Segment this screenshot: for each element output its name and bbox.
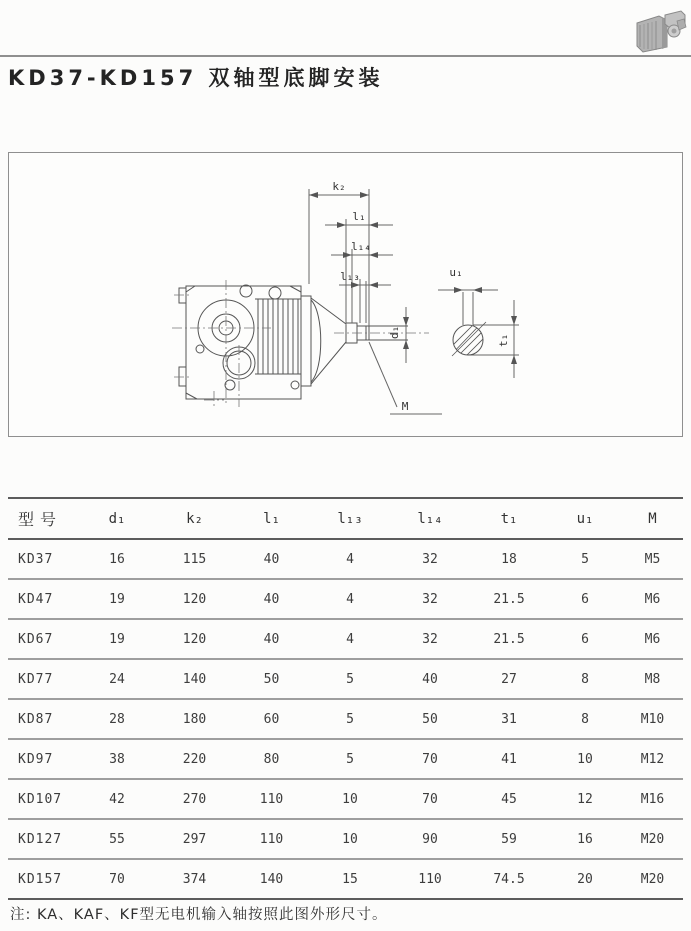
value-cell: 40 — [233, 579, 310, 619]
value-cell: 110 — [233, 779, 310, 819]
dim-label-u1: u₁ — [449, 266, 463, 279]
value-cell: 27 — [470, 659, 548, 699]
dim-label-l14: l₁₄ — [351, 240, 371, 253]
value-cell: 19 — [78, 579, 156, 619]
value-cell: M16 — [622, 779, 683, 819]
value-cell: 50 — [233, 659, 310, 699]
value-cell: 28 — [78, 699, 156, 739]
col-header-3: l₁ — [233, 498, 310, 539]
value-cell: 20 — [548, 859, 622, 899]
table-row — [8, 859, 683, 899]
col-header-1: d₁ — [78, 498, 156, 539]
value-cell: 50 — [390, 699, 470, 739]
value-cell: 10 — [310, 779, 390, 819]
value-cell: 8 — [548, 659, 622, 699]
value-cell: 74.5 — [470, 859, 548, 899]
header-divider — [0, 55, 691, 57]
table-row — [8, 739, 683, 779]
table-header — [8, 498, 683, 539]
col-header-5: l₁₄ — [390, 498, 470, 539]
value-cell: 8 — [548, 699, 622, 739]
col-header-0: 型号 — [8, 498, 78, 539]
value-cell: 60 — [233, 699, 310, 739]
value-cell: 31 — [470, 699, 548, 739]
value-cell: 10 — [310, 819, 390, 859]
value-cell: 70 — [78, 859, 156, 899]
value-cell: 90 — [390, 819, 470, 859]
col-header-7: u₁ — [548, 498, 622, 539]
value-cell: 6 — [548, 619, 622, 659]
value-cell: 140 — [233, 859, 310, 899]
model-cell: KD47 — [8, 579, 78, 619]
model-cell: KD157 — [8, 859, 78, 899]
value-cell: 18 — [470, 539, 548, 579]
value-cell: 70 — [390, 779, 470, 819]
value-cell: 110 — [390, 859, 470, 899]
value-cell: 5 — [310, 659, 390, 699]
model-cell: KD67 — [8, 619, 78, 659]
value-cell: 6 — [548, 579, 622, 619]
value-cell: 374 — [156, 859, 233, 899]
value-cell: M6 — [622, 579, 683, 619]
value-cell: 40 — [390, 659, 470, 699]
table-row — [8, 539, 683, 579]
value-cell: 32 — [390, 539, 470, 579]
value-cell: 38 — [78, 739, 156, 779]
value-cell: 5 — [548, 539, 622, 579]
value-cell: 120 — [156, 619, 233, 659]
value-cell: 115 — [156, 539, 233, 579]
value-cell: 32 — [390, 579, 470, 619]
col-header-4: l₁₃ — [310, 498, 390, 539]
value-cell: 270 — [156, 779, 233, 819]
col-header-6: t₁ — [470, 498, 548, 539]
value-cell: 110 — [233, 819, 310, 859]
value-cell: M20 — [622, 859, 683, 899]
value-cell: 19 — [78, 619, 156, 659]
value-cell: 45 — [470, 779, 548, 819]
value-cell: M20 — [622, 819, 683, 859]
model-cell: KD37 — [8, 539, 78, 579]
value-cell: 5 — [310, 739, 390, 779]
footnote: 注: KA、KAF、KF型无电机输入轴按照此图外形尺寸。 — [10, 907, 388, 923]
value-cell: 10 — [548, 739, 622, 779]
table-row — [8, 619, 683, 659]
value-cell: M5 — [622, 539, 683, 579]
value-cell: 16 — [548, 819, 622, 859]
dim-label-k2: k₂ — [332, 180, 346, 193]
value-cell: M10 — [622, 699, 683, 739]
value-cell: 220 — [156, 739, 233, 779]
value-cell: 24 — [78, 659, 156, 699]
model-cell: KD107 — [8, 779, 78, 819]
value-cell: 4 — [310, 539, 390, 579]
dimension-drawing — [9, 153, 682, 436]
value-cell: 140 — [156, 659, 233, 699]
table-row — [8, 779, 683, 819]
spec-table-body — [8, 539, 683, 899]
table-row — [8, 659, 683, 699]
value-cell: M12 — [622, 739, 683, 779]
model-cell: KD127 — [8, 819, 78, 859]
value-cell: 4 — [310, 579, 390, 619]
value-cell: 40 — [233, 619, 310, 659]
value-cell: 21.5 — [470, 579, 548, 619]
col-header-8: M — [622, 498, 683, 539]
value-cell: 16 — [78, 539, 156, 579]
dim-label-l1: l₁ — [352, 210, 366, 223]
table-row — [8, 699, 683, 739]
model-cell: KD77 — [8, 659, 78, 699]
value-cell: 5 — [310, 699, 390, 739]
table-row — [8, 579, 683, 619]
header-row — [8, 498, 683, 539]
value-cell: 41 — [470, 739, 548, 779]
dim-label-l13: l₁₃ — [340, 270, 360, 283]
value-cell: 120 — [156, 579, 233, 619]
col-header-2: k₂ — [156, 498, 233, 539]
value-cell: 80 — [233, 739, 310, 779]
value-cell: M6 — [622, 619, 683, 659]
value-cell: 32 — [390, 619, 470, 659]
value-cell: 180 — [156, 699, 233, 739]
value-cell: 42 — [78, 779, 156, 819]
dim-label-m: M — [401, 400, 409, 413]
value-cell: 59 — [470, 819, 548, 859]
value-cell: 4 — [310, 619, 390, 659]
page-title: KD37-KD157 双轴型底脚安装 — [8, 66, 384, 90]
value-cell: 297 — [156, 819, 233, 859]
value-cell: 40 — [233, 539, 310, 579]
dim-label-t1: t₁ — [497, 333, 510, 347]
dimension-drawing-panel — [8, 152, 683, 437]
value-cell: M8 — [622, 659, 683, 699]
dimension-table — [8, 497, 683, 900]
value-cell: 15 — [310, 859, 390, 899]
model-cell: KD97 — [8, 739, 78, 779]
value-cell: 21.5 — [470, 619, 548, 659]
value-cell: 55 — [78, 819, 156, 859]
gearbox-photo — [629, 7, 687, 57]
value-cell: 12 — [548, 779, 622, 819]
model-cell: KD87 — [8, 699, 78, 739]
value-cell: 70 — [390, 739, 470, 779]
table-row — [8, 819, 683, 859]
dim-label-d1: d₁ — [388, 325, 401, 339]
